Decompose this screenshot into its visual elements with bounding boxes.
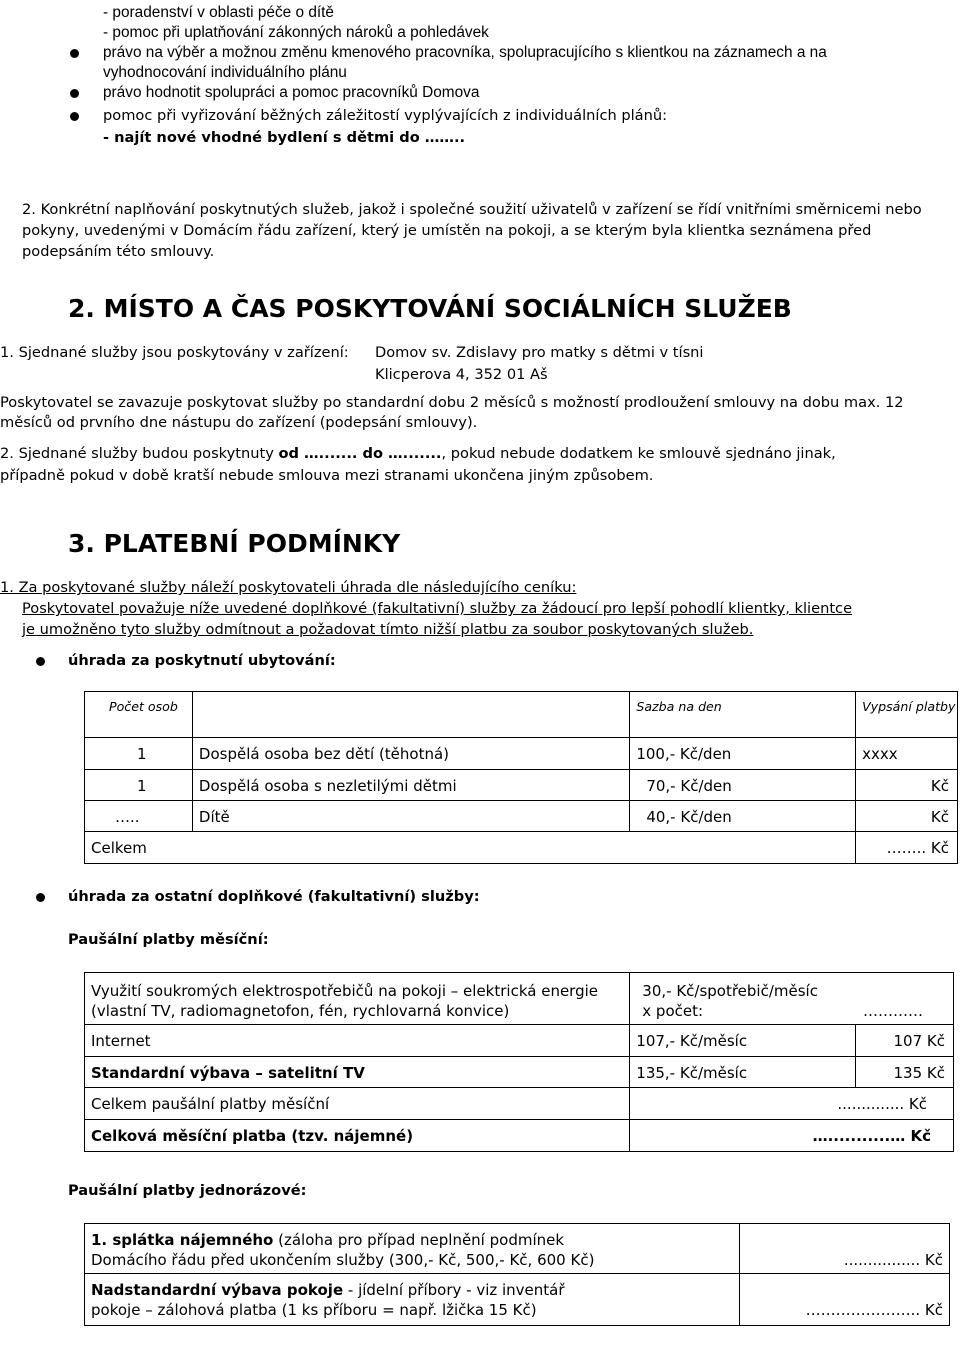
- bullet-icon: [36, 657, 45, 666]
- table-cell: 40,- Kč/den: [630, 801, 856, 832]
- cell-line: Využití soukromých elektrospotřebičů na pokoji – elektrická energie: [91, 982, 598, 1000]
- text-span: 2. Sjednané služby budou poskytnuty: [0, 445, 279, 462]
- table-cell: Dospělá osoba bez dětí (těhotná): [192, 738, 629, 770]
- table-cell: .............. Kč: [630, 1088, 954, 1120]
- text-line: - pomoc při uplatňování zákonných nároků a pohledávek: [103, 24, 489, 41]
- paragraph-line: je umožněno tyto služby odmítnout a požadovat tímto nižší platbu za soubor poskytovaných služeb.: [22, 621, 754, 638]
- table-cell: 100,- Kč/den: [630, 738, 856, 770]
- subsection-heading: úhrada za ostatní doplňkové (fakultativní) služby:: [68, 888, 480, 905]
- address: Klicperova 4, 352 01 Aš: [375, 366, 548, 383]
- subsection-heading: Paušální platby jednorázové:: [68, 1182, 307, 1199]
- paragraph-line: Poskytovatel se zavazuje poskytovat služby po standardní dobu 2 měsíců s možností prodloužení smlouvy na dobu max. 12: [0, 394, 904, 411]
- table-cell: 135 Kč: [856, 1057, 954, 1088]
- paragraph-line: případně pokud v době kratší nebude smlouva mezi stranami ukončena jiným způsobem.: [0, 467, 654, 484]
- table-cell: …..: [85, 801, 193, 832]
- col-header: Sazba na den: [630, 692, 856, 738]
- bullet-icon: [70, 49, 79, 58]
- table-cell: Kč: [856, 770, 958, 801]
- table-cell: Kč: [856, 801, 958, 832]
- bullet-icon: [70, 89, 79, 98]
- table-cell: [85, 973, 630, 1025]
- text-line: vyhodnocování individuálního plánu: [103, 64, 347, 81]
- text-span: - jídelní příbory - viz inventář: [343, 1281, 565, 1299]
- table-cell: Dítě: [192, 801, 629, 832]
- table-cell: Internet: [85, 1025, 630, 1057]
- table-cell: Standardní výbava – satelitní TV: [85, 1057, 630, 1088]
- text-line: 1. Sjednané služby jsou poskytovány v zařízení:: [0, 344, 349, 361]
- total-value: …….. Kč: [856, 832, 958, 864]
- table-cell: 107 Kč: [856, 1025, 954, 1057]
- text-span: (záloha pro případ neplnění podmínek: [273, 1231, 565, 1249]
- text-span: 1. splátka nájemného: [91, 1231, 274, 1249]
- text-span: Nadstandardní výbava pokoje: [91, 1281, 344, 1299]
- table-cell: 1: [85, 738, 193, 770]
- table-cell: Celkem paušální platby měsíční: [85, 1088, 630, 1120]
- table-cell: [85, 1274, 740, 1326]
- table-cell: 135,- Kč/měsíc: [630, 1057, 856, 1088]
- text-line: - poradenství v oblasti péče o dítě: [103, 4, 334, 21]
- subsection-heading: Paušální platby měsíční:: [68, 931, 269, 948]
- bullet-icon: [36, 893, 45, 902]
- onetime-fees-table: [84, 1223, 950, 1326]
- table-cell: ................ Kč: [740, 1224, 950, 1274]
- paragraph-line: podepsáním této smlouvy.: [22, 243, 215, 260]
- subsection-heading: úhrada za poskytnutí ubytování:: [68, 652, 336, 669]
- paragraph-line: 2. Konkrétní naplňování poskytnutých služeb, jakož i společné soužití uživatelů v zařízení se řídí vnitřními směrnicemi nebo: [22, 201, 922, 218]
- table-cell: xxxx: [856, 738, 958, 770]
- monthly-fees-table: [84, 972, 954, 1152]
- table-cell: Dospělá osoba s nezletilými dětmi: [192, 770, 629, 801]
- cell-line: [91, 1230, 739, 1250]
- paragraph-line: [0, 444, 836, 464]
- col-header: Vypsání platby: [856, 692, 958, 738]
- section-title: 2. MÍSTO A ČAS POSKYTOVÁNÍ SOCIÁLNÍCH SLUŽEB: [68, 294, 792, 323]
- table-cell: 107,- Kč/měsíc: [630, 1025, 856, 1057]
- table-cell: …...........… Kč: [630, 1120, 954, 1152]
- table-cell: [85, 1224, 740, 1274]
- date-range: od …....... do ….......: [278, 445, 442, 462]
- paragraph-line: Poskytovatel považuje níže uvedené doplňkové (fakultativní) služby za žádoucí pro lepší pohodlí klientky, klientce: [22, 600, 853, 617]
- cell-line: [91, 1280, 739, 1300]
- col-header: [192, 692, 629, 738]
- text-line: právo hodnotit spolupráci a pomoc pracovníků Domova: [103, 84, 480, 101]
- paragraph-line: měsíců od prvního dne nástupu do zařízení (podepsání smlouvy).: [0, 414, 478, 431]
- cell-line: (vlastní TV, radiomagnetofon, fén, rychlovarná konvice): [91, 1002, 510, 1020]
- text-span: x počet:: [642, 1002, 704, 1020]
- paragraph-line: pokyny, uvedenými v Domácím řádu zařízení, který je umístěn na pokoji, a se kterým byla klientka seznámena před: [22, 222, 872, 239]
- table-cell: ………………….. Kč: [740, 1274, 950, 1326]
- table-cell: 1: [85, 770, 193, 801]
- table-cell: Celková měsíční platba (tzv. nájemné): [85, 1120, 630, 1152]
- text-span: …………: [863, 1002, 923, 1020]
- cell-line: 30,- Kč/spotřebič/měsíc: [642, 982, 818, 1000]
- place-name: Domov sv. Zdislavy pro matky s dětmi v tísni: [375, 344, 704, 361]
- table-cell: 70,- Kč/den: [630, 770, 856, 801]
- paragraph-line: 1. Za poskytované služby náleží poskytovateli úhrada dle následujícího ceníku:: [0, 579, 577, 596]
- section-title: 3. PLATEBNÍ PODMÍNKY: [68, 529, 401, 558]
- text-line: pomoc při vyřizování běžných záležitostí vyplývajících z individuálních plánů:: [103, 107, 668, 124]
- col-header: Počet osob: [85, 692, 193, 738]
- cell-line: [630, 1001, 953, 1021]
- total-label: Celkem: [85, 832, 856, 864]
- bullet-icon: [70, 112, 79, 121]
- accommodation-table: [84, 691, 958, 864]
- cell-line: pokoje – zálohová platba (1 ks příboru = např. lžička 15 Kč): [91, 1301, 537, 1319]
- text-span: , pokud nebude dodatkem ke smlouvě sjednáno jinak,: [441, 445, 836, 462]
- cell-line: Domácího řádu před ukončením služby (300,- Kč, 500,- Kč, 600 Kč): [91, 1251, 595, 1269]
- table-cell: [630, 973, 954, 1025]
- text-line-bold: - najít nové vhodné bydlení s dětmi do ……..: [103, 129, 466, 146]
- text-line: právo na výběr a možnou změnu kmenového pracovníka, spolupracujícího s klientkou na záznamech a na: [103, 44, 827, 61]
